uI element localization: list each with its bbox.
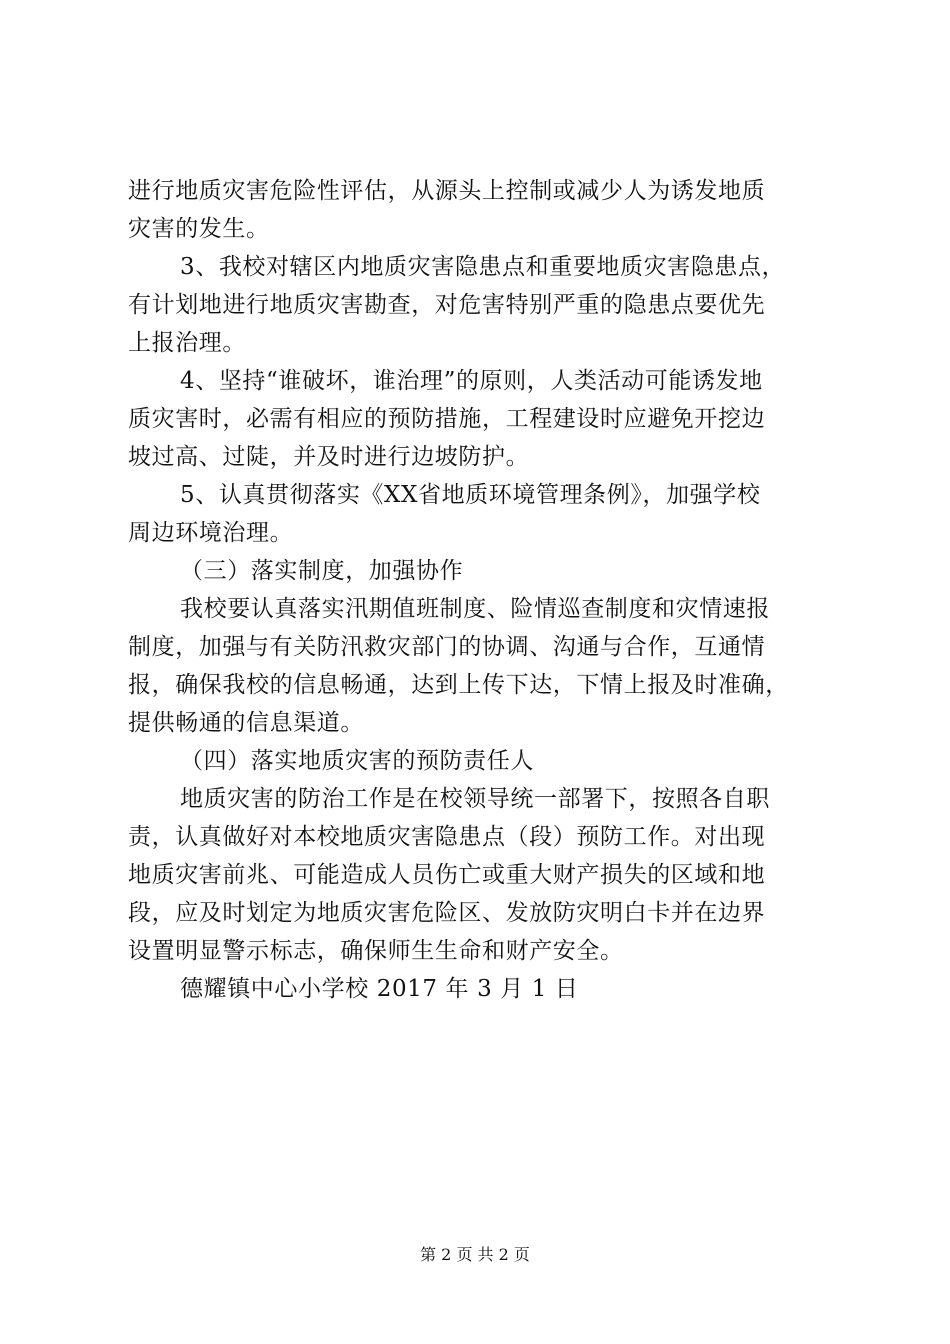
section-heading-3: （三）落实制度，加强协作 [180,558,464,584]
text-line: 周边环境治理。 [128,520,294,546]
text-line: 上报治理。 [128,330,246,356]
signature-date-line: 德耀镇中心小学校 2017 年 3 月 1 日 [180,976,579,1002]
text-line: 报，确保我校的信息畅通，达到上传下达，下情上报及时准确， [128,672,789,698]
paragraph-start: 我校要认真落实汛期值班制度、险情巡查制度和灾情速报 [180,596,770,622]
text-line: 地质灾害前兆、可能造成人员伤亡或重大财产损失的区域和地 [128,862,766,888]
list-item-4: 4、坚持“谁破坏，谁治理”的原则，人类活动可能诱发地 [180,368,763,394]
text-line: 进行地质灾害危险性评估，从源头上控制或减少人为诱发地质 [128,178,766,204]
text-line: 段，应及时划定为地质灾害危险区、发放防灾明白卡并在边界 [128,900,766,926]
text-line: 灾害的发生。 [128,216,270,242]
page-number-footer: 第 2 页 共 2 页 [420,1245,530,1264]
list-item-5: 5、认真贯彻落实《XX省地质环境管理条例》，加强学校 [180,482,761,508]
text-line: 质灾害时，必需有相应的预防措施，工程建设时应避免开挖边 [128,406,766,432]
text-line: 设置明显警示标志，确保师生生命和财产安全。 [128,938,624,964]
document-body [128,172,833,1008]
text-line: 责，认真做好对本校地质灾害隐患点（段）预防工作。对出现 [128,824,766,850]
paragraph-start: 地质灾害的防治工作是在校领导统一部署下，按照各自职 [180,786,770,812]
list-item-3: 3、我校对辖区内地质灾害隐患点和重要地质灾害隐患点， [180,254,786,280]
text-line: 制度，加强与有关防汛救灾部门的协调、沟通与合作，互通情 [128,634,766,660]
text-line: 提供畅通的信息渠道。 [128,710,364,736]
section-heading-4: （四）落实地质灾害的预防责任人 [180,748,534,774]
text-line: 坡过高、过陡，并及时进行边坡防护。 [128,444,530,470]
text-line: 有计划地进行地质灾害勘查，对危害特别严重的隐患点要优先 [128,292,766,318]
